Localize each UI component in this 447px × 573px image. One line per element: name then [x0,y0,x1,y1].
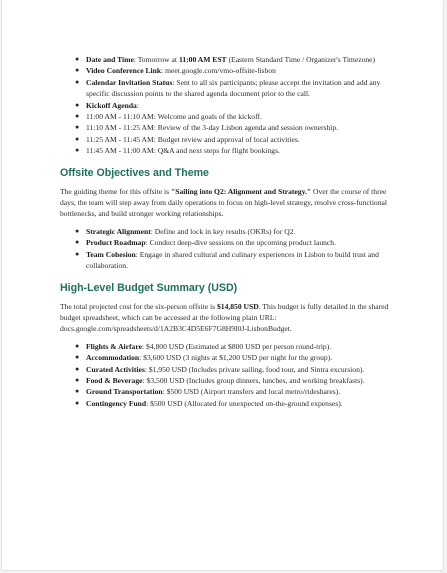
bullet-icon: ● [75,375,80,384]
budget-list [60,341,390,409]
list-item [60,100,390,111]
bullet-icon: ● [75,123,80,132]
item-text: : Define and lock in key results (OKRs) for Q2. [150,226,296,236]
bullet-icon: ● [75,134,80,143]
bullet-icon: ● [75,226,80,235]
list-item [60,364,390,375]
item-label: Team Cohesion [86,249,136,259]
item-label: Calendar Invitation Status [86,77,173,87]
item-emphasis: 11:00 AM EST [178,55,227,64]
item-label: Date and Time [86,55,134,64]
list-item [60,237,390,248]
document-body [60,54,390,409]
item-label: Strategic Alignment [86,226,151,236]
bullet-icon: ● [75,249,80,258]
item-text: : $1,950 USD (Includes private sailing, food tour, and Sintra excursion). [144,364,365,374]
list-item [60,386,390,397]
item-text: : $500 USD (Airport transfers and local metro/rideshares). [162,387,341,397]
item-label: Ground Transportation [86,387,163,397]
list-item [60,122,390,133]
bullet-icon: ● [75,398,80,407]
item-text: 11:25 AM - 11:45 AM: Budget review and approval of local activities. [86,134,300,144]
item-text: : $4,800 USD (Estimated at $800 USD per person round-trip). [141,341,332,351]
list-item [60,65,390,76]
bullet-icon: ● [75,77,80,86]
theme-title: "Sailing into Q2: Alignment and Strategy." [171,186,312,196]
item-text: : $3,500 USD (Includes group dinners, lunches, and working breakfasts). [142,375,365,385]
intro-text: The guiding theme for this offsite is [60,186,172,196]
budget-intro [60,301,390,335]
list-item [60,77,390,100]
item-label: Curated Activities [86,364,145,374]
list-item [60,111,390,122]
item-text: : $500 USD (Allocated for unexpected on-the-ground expenses). [146,398,343,408]
objectives-list [60,226,390,272]
list-item [60,341,390,352]
item-label: Contingency Fund [86,398,147,408]
item-text: : Sent to all six participants; please accept the invitation and add any specific discussion points to the shared agenda document prior to the call. [86,77,381,99]
list-item [60,145,390,156]
budget-total: $14,850 USD [216,301,259,311]
item-text: 11:00 AM - 11:10 AM: Welcome and goals of the kickoff. [86,112,262,122]
bullet-icon: ● [75,66,80,75]
item-label: Food & Beverage [86,375,143,385]
item-text: : Engage in shared cultural and culinary experiences in Lisbon to build trust and collaboration. [86,249,379,271]
section-heading-budget: High-Level Budget Summary (USD) [60,281,238,294]
bullet-icon: ● [75,146,80,155]
intro-text: . This budget is fully detailed in the shared budget spreadsheet, which can be accessed at the following plain URL: docs.google.com/spreadsheets/d/1A2B3C4D5E6F7G8H9I0J-LisbonBudget. [60,301,389,334]
item-label: Video Conference Link [86,66,162,76]
intro-text: The total projected cost for the six-person offsite is [60,301,217,311]
list-item [60,398,390,409]
list-item [60,134,390,145]
item-label: Kickoff Agenda [86,100,137,110]
item-text: 11:45 AM - 11:00 AM: Q&A and next steps for flight bookings. [86,146,280,156]
item-text: : Conduct deep-dive sessions on the upcoming product launch. [145,238,337,248]
intro-text: Over the course of three days, the team will step away from daily operations to focus on high-level strategy, resolve cross-functional bottlenecks, and build stronger working relationships. [60,186,388,219]
bullet-icon: ● [75,387,80,396]
bullet-icon: ● [75,238,80,247]
list-item [60,249,390,272]
item-text: : $3,600 USD (3 nights at $1,200 USD per night for the group). [139,353,333,363]
objectives-intro [60,186,390,220]
logistics-list [60,54,390,157]
bullet-icon: ● [75,112,80,121]
list-item [60,226,390,237]
list-item [60,352,390,363]
bullet-icon: ● [75,55,80,63]
document-page [2,0,443,570]
section-heading-objectives: Offsite Objectives and Theme [60,166,209,179]
item-text: : Tomorrow at [133,55,179,64]
item-label: Flights & Airfare [86,341,142,351]
list-item [60,54,390,65]
item-label: Product Roadmap [86,238,146,248]
bullet-icon: ● [75,100,80,109]
bullet-icon: ● [75,364,80,373]
bullet-icon: ● [75,353,80,362]
item-text: : meet.google.com/vmo-offsite-lisbon [161,66,276,76]
item-label: Accommodation [86,353,140,363]
item-text: : [136,100,139,110]
list-item [60,375,390,386]
bullet-icon: ● [75,341,80,350]
item-text: 11:10 AM - 11:25 AM: Review of the 3-day Lisbon agenda and session ownership. [86,123,339,133]
item-text: (Eastern Standard Time / Organizer's Timezone) [226,55,376,64]
